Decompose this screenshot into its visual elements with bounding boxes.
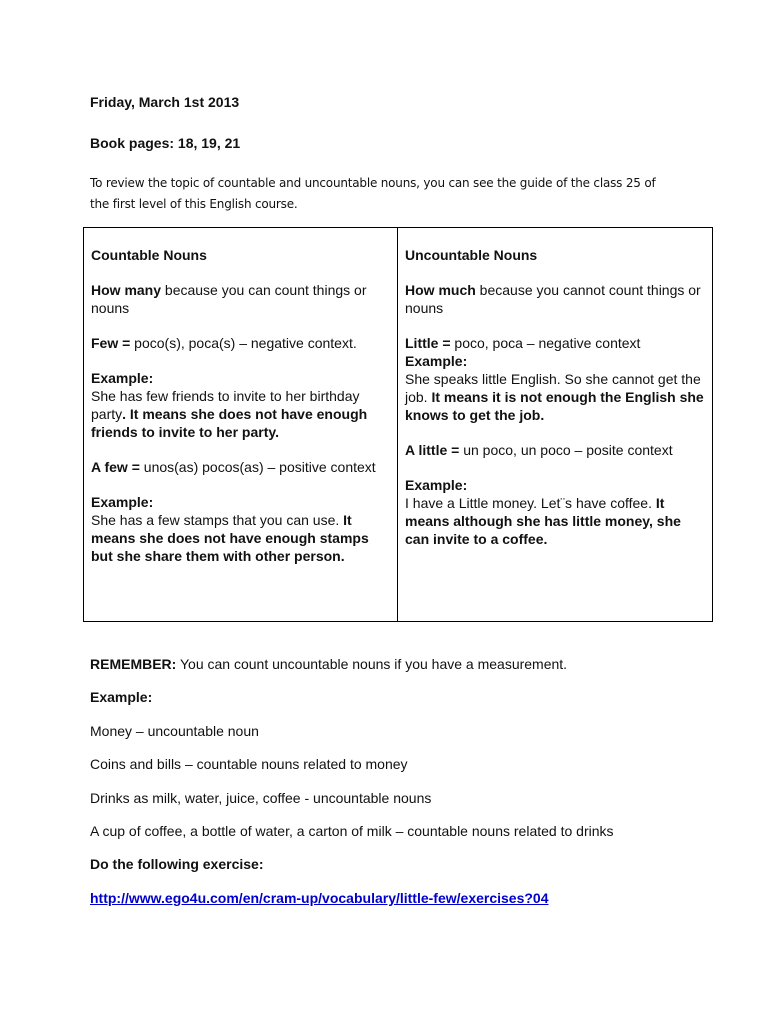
remember-note — [90, 655, 567, 673]
few-text: poco(s), poca(s) – negative context. — [130, 335, 357, 351]
a-little-term: A little = — [405, 442, 460, 458]
book-pages: Book pages: 18, 19, 21 — [90, 135, 241, 151]
uncountable-example-2 — [405, 494, 706, 548]
document-date: Friday, March 1st 2013 — [90, 94, 240, 110]
countable-example-2-explanation: It means she does not have enough stamps but she share them with other person. — [91, 512, 369, 564]
uncountable-nouns-title: Uncountable Nouns — [405, 247, 538, 263]
uncountable-nouns-cell — [398, 228, 713, 622]
how-many-definition — [91, 281, 391, 317]
countable-example-2 — [91, 511, 391, 565]
uncountable-example-1 — [405, 370, 706, 424]
little-text: poco, poca – negative context — [450, 335, 641, 351]
countable-example-1-explanation: . It means she does not have enough friends to invite to her party. — [91, 406, 368, 440]
uncountable-example-label-1: Example: — [405, 353, 468, 369]
countable-example-2-text: She has a few stamps that you can use. — [91, 512, 344, 528]
intro-paragraph: To review the topic of countable and uncountable nouns, you can see the guide of the class 25 of the first level of this English course. — [90, 176, 656, 211]
a-few-text: unos(as) pocos(as) – positive context — [139, 459, 376, 475]
a-little-definition — [405, 441, 706, 459]
a-few-definition — [91, 458, 391, 476]
remember-label: REMEMBER: — [90, 656, 177, 672]
exercise-link-line — [90, 889, 549, 907]
little-definition — [405, 334, 706, 352]
a-few-term: A few = — [91, 459, 140, 475]
notes-example-item: A cup of coffee, a bottle of water, a carton of milk – countable nouns related to drinks — [90, 823, 614, 839]
notes-example-item: Coins and bills – countable nouns related to money — [90, 756, 408, 772]
uncountable-example-2-text: I have a Little money. Let¨s have coffee. — [405, 495, 656, 511]
countable-example-1-text: She has few friends to invite to her birthday party — [91, 388, 360, 422]
nouns-comparison-table — [83, 227, 713, 622]
countable-nouns-cell — [84, 228, 398, 622]
few-term: Few = — [91, 335, 131, 351]
how-many-term: How many — [91, 282, 162, 298]
uncountable-example-1-explanation: It means it is not enough the English she knows to get the job. — [405, 389, 704, 423]
countable-nouns-title: Countable Nouns — [91, 247, 207, 263]
how-many-text: because you can count things or nouns — [91, 282, 367, 316]
notes-example-item: Money – uncountable noun — [90, 723, 259, 739]
how-much-definition — [405, 281, 706, 317]
uncountable-example-1-text: She speaks little English. So she cannot get the job. — [405, 371, 701, 405]
countable-example-label-2: Example: — [91, 494, 154, 510]
a-little-text: un poco, un poco – posite context — [459, 442, 673, 458]
countable-example-1 — [91, 387, 391, 441]
remember-text: You can count uncountable nouns if you have a measurement. — [176, 656, 568, 672]
notes-example-item: Drinks as milk, water, juice, coffee - uncountable nouns — [90, 790, 432, 806]
uncountable-example-2-explanation: It means although she has little money, she can invite to a coffee. — [405, 495, 681, 547]
how-much-term: How much — [405, 282, 476, 298]
exercise-label: Do the following exercise: — [90, 856, 264, 872]
little-term: Little = — [405, 335, 451, 351]
notes-example-label: Example: — [90, 689, 153, 705]
uncountable-example-label-2: Example: — [405, 477, 468, 493]
countable-example-label-1: Example: — [91, 370, 154, 386]
few-definition — [91, 334, 391, 352]
how-much-text: because you cannot count things or nouns — [405, 282, 701, 316]
exercise-link[interactable]: http://www.ego4u.com/en/cram-up/vocabulary/little-few/exercises?04 — [90, 890, 549, 906]
